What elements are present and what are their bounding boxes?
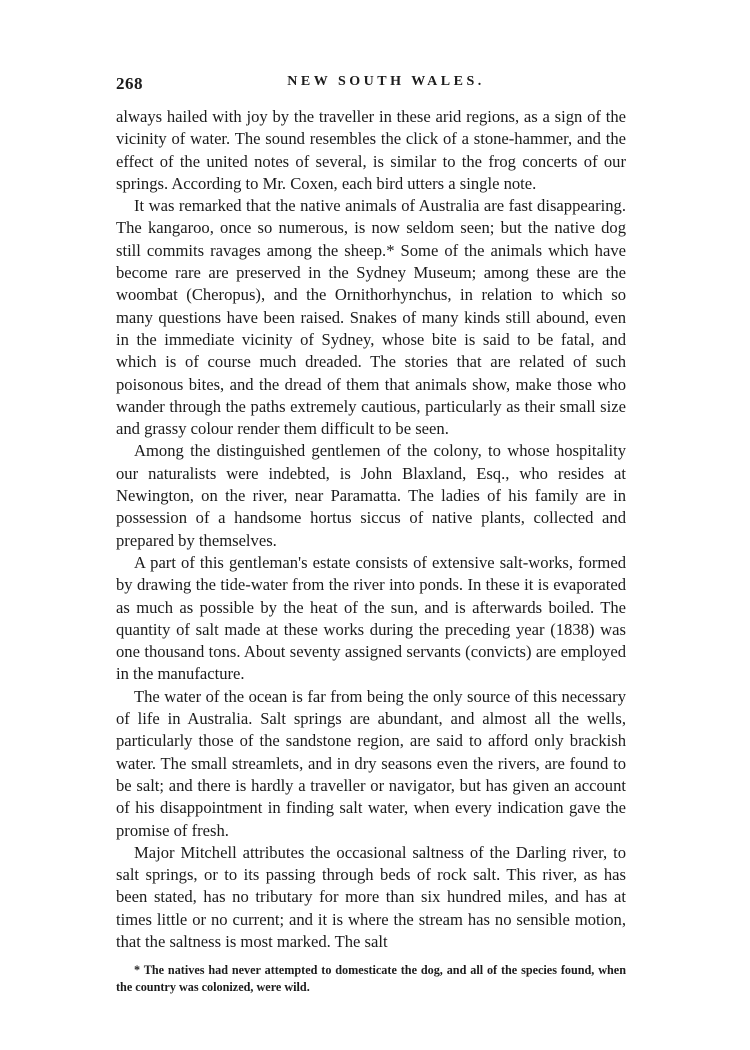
paragraph-darling-river: Major Mitchell attributes the occasional saltness of the Darling river, to salt springs, or to its passing through beds of rock salt. This river, as has been stated, has no tributary for more than six hundred miles, and has at times little or no current; and it is where the stream has no sensible motion, that the saltness is most marked. The salt (116, 842, 626, 951)
footnote: * The natives had never attempted to domesticate the dog, and all of the species found, when the country was colonized, were wild. (116, 963, 626, 995)
paragraph-blaxland: Among the distinguished gentlemen of the colony, to whose hospitality our naturalists were indebted, is John Blaxland, Esq., who resides at Newington, on the river, near Paramatta. The ladies of his family are in possession of a handsome hortus siccus of native plants, collected and prepared by themselves. (116, 441, 626, 550)
page-number: 268 (116, 74, 143, 93)
running-head (116, 74, 626, 100)
paragraph-native-animals: It was remarked that the native animals of Australia are fast disappearing. The kangaroo, once so numerous, is now seldom seen; but the native dog still commits ravages among the sheep.* Some of the animals which have become rare are preserved in the Sydney Museum; among these are the woombat (Cheropus), and the Ornithorhynchus, in relation to which so many questions have been raised. Snakes of many kinds still abound, even in the immediate vicinity of Sydney, whose bite is said to be fatal, and which is of course much dreaded. The stories that are related of such poisonous bites, and the dread of them that animals show, make those who wander through the paths extremely cautious, particularly as their small size and grassy colour render them difficult to be seen. (116, 196, 626, 439)
body-text (116, 106, 626, 953)
paragraph-salt-springs: The water of the ocean is far from being the only source of this necessary of life in Australia. Salt springs are abundant, and almost all the wells, particularly those of the sandstone region, are said to afford only brackish water. The small streamlets, and in dry seasons even the rivers, are found to be salt; and there is hardly a traveller or navigator, but has given an account of his disappointment in finding salt water, when every indication gave the promise of fresh. (116, 686, 626, 840)
paragraph-continuation: always hailed with joy by the traveller in these arid regions, as a sign of the vicinity of water. The sound resembles the click of a stone-hammer, and the effect of the united notes of several, is similar to the frog concerts of our springs. According to Mr. Coxen, each bird utters a single note. (116, 107, 626, 193)
running-title: NEW SOUTH WALES. (287, 74, 485, 89)
paragraph-salt-works: A part of this gentleman's estate consists of extensive salt-works, formed by drawing the tide-water from the river into ponds. In these it is evaporated as much as possible by the heat of the sun, and is afterwards boiled. The quantity of salt made at these works during the preceding year (1838) was one thousand tons. About seventy assigned servants (convicts) are employed in the manufacture. (116, 552, 626, 684)
